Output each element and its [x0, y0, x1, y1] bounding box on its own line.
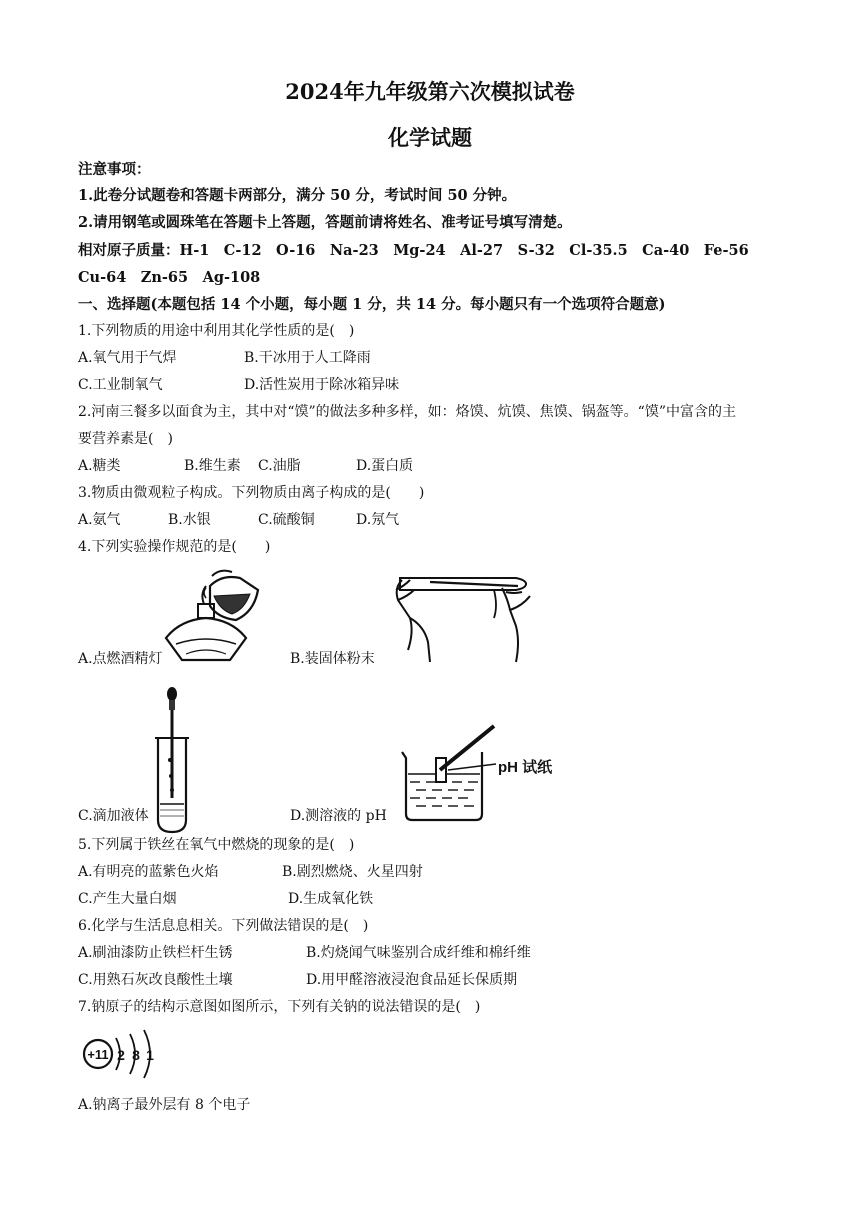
question-2-stem-line-1: 2.河南三餐多以面食为主，其中对“馍”的做法多种多样，如：烙馍、炕馍、焦馍、锅盔等。“馍”中富含的主 [78, 404, 736, 420]
section-heading: 一、选择题(本题包括 14 个小题，每小题 1 分，共 14 分。每小题只有一个选项符合题意) [78, 296, 666, 313]
question-4-option-b: B.装固体粉末 [290, 651, 375, 667]
question-1-option-b: B.干冰用于人工降雨 [244, 350, 371, 366]
question-1-option-d: D.活性炭用于除冰箱异味 [244, 377, 400, 393]
question-3-stem: 3.物质由微观粒子构成。下列物质由离子构成的是( ) [78, 485, 425, 501]
shell-3-electrons: 1 [146, 1047, 154, 1063]
question-6-option-b: B.灼烧闻气味鉴别合成纤维和棉纤维 [306, 945, 531, 961]
question-6-stem: 6.化学与生活息息相关。下列做法错误的是( ) [78, 918, 369, 934]
shell-2-electrons: 8 [132, 1047, 140, 1063]
question-3-option-c: C.硫酸铜 [258, 512, 315, 528]
question-6-option-a: A.刷油漆防止铁栏杆生锈 [78, 945, 233, 961]
atomic-masses-line-1: 相对原子质量：H-1 C-12 O-16 Na-23 Mg-24 Al-27 S-32 Cl-35.5 Ca-40 Fe-56 [78, 242, 749, 259]
atomic-masses-line-2: Cu-64 Zn-65 Ag-108 [78, 269, 261, 286]
alcohol-lamp-figure [160, 568, 270, 664]
question-5-option-c: C.产生大量白烟 [78, 891, 177, 907]
question-2-stem-line-2: 要营养素是( ) [78, 431, 173, 447]
nucleus-charge: +11 [87, 1047, 109, 1062]
question-5-option-b: B.剧烈燃烧、火星四射 [282, 864, 423, 880]
question-5-stem: 5.下列属于铁丝在氧气中燃烧的现象的是( ) [78, 837, 355, 853]
question-1-stem: 1.下列物质的用途中利用其化学性质的是( ) [78, 323, 355, 339]
notes-line-1: 1.此卷分试题卷和答题卡两部分，满分 50 分，考试时间 50 分钟。 [78, 187, 517, 204]
question-3-option-d: D.氖气 [356, 512, 400, 528]
notes-line-2: 2.请用钢笔或圆珠笔在答题卡上答题，答题前请将姓名、准考证号填写清楚。 [78, 214, 572, 231]
dropper-test-tube-figure [150, 686, 194, 836]
test-tube-powder-figure [390, 566, 540, 664]
question-7-option-a: A.钠离子最外层有 8 个电子 [78, 1097, 251, 1113]
question-2-option-a: A.糖类 [78, 458, 121, 474]
question-3-option-a: A.氨气 [78, 512, 121, 528]
question-2-option-b: B.维生素 [184, 458, 241, 474]
shell-1-electrons: 2 [117, 1047, 125, 1063]
question-6-option-d: D.用甲醛溶液浸泡食品延长保质期 [306, 972, 518, 988]
exam-title: 2024年九年级第六次模拟试卷 [285, 79, 575, 104]
question-6-option-c: C.用熟石灰改良酸性土壤 [78, 972, 233, 988]
question-1-option-c: C.工业制氧气 [78, 377, 163, 393]
question-4-option-c: C.滴加液体 [78, 808, 149, 824]
question-7-stem: 7.钠原子的结构示意图如图所示，下列有关钠的说法错误的是( ) [78, 999, 481, 1015]
question-4-stem: 4.下列实验操作规范的是( ) [78, 539, 271, 555]
question-3-option-b: B.水银 [168, 512, 211, 528]
question-1-option-a: A.氧气用于气焊 [78, 350, 177, 366]
beaker-ph-paper-figure [396, 722, 496, 822]
sodium-atom-diagram [80, 1026, 160, 1082]
question-5-option-a: A.有明亮的蓝紫色火焰 [78, 864, 219, 880]
question-4-option-a: A.点燃酒精灯 [78, 651, 163, 667]
question-2-option-c: C.油脂 [258, 458, 301, 474]
notes-heading: 注意事项： [78, 161, 151, 178]
ph-paper-label: pH 试纸 [498, 759, 553, 776]
question-2-option-d: D.蛋白质 [356, 458, 414, 474]
question-5-option-d: D.生成氧化铁 [288, 891, 374, 907]
exam-subtitle: 化学试题 [388, 125, 472, 150]
question-4-option-d: D.测溶液的 pH [290, 808, 387, 824]
